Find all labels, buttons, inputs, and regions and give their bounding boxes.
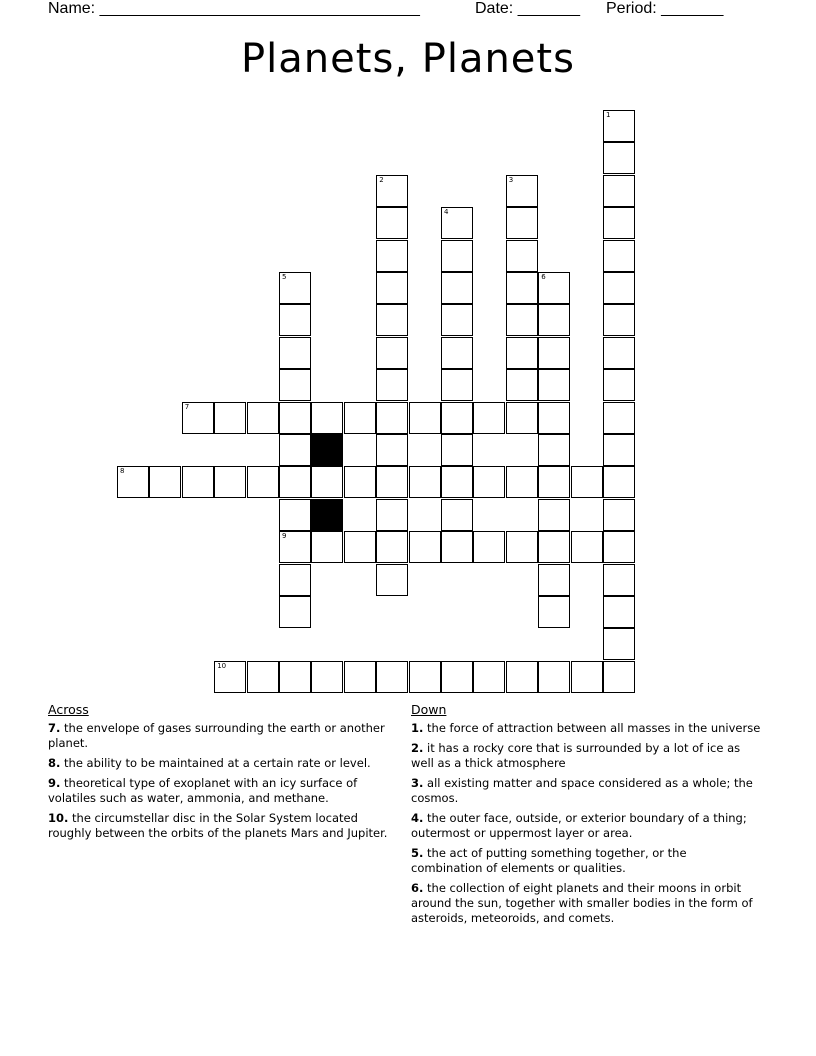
crossword-cell[interactable] (538, 272, 570, 304)
crossword-cell[interactable] (603, 596, 635, 628)
across-clues (48, 702, 388, 846)
clue-number: 1 (606, 111, 611, 119)
crossword-cell[interactable] (311, 531, 343, 563)
clue-text: the circumstellar disc in the Solar System located roughly between the orbits of the planets Mars and Jupiter. (48, 811, 388, 840)
crossword-cell[interactable] (376, 434, 408, 466)
crossword-cell[interactable] (247, 402, 279, 434)
crossword-cell[interactable] (311, 402, 343, 434)
crossword-cell[interactable] (603, 175, 635, 207)
crossword-cell[interactable] (376, 207, 408, 239)
down-heading: Down (411, 702, 447, 717)
crossword-cell[interactable] (538, 434, 570, 466)
crossword-cell[interactable] (279, 531, 311, 563)
clue-text: the envelope of gases surrounding the earth or another planet. (48, 721, 385, 750)
crossword-cell[interactable] (441, 240, 473, 272)
crossword-cell[interactable] (441, 304, 473, 336)
crossword-cell[interactable] (279, 434, 311, 466)
across-clue (48, 756, 388, 771)
crossword-cell[interactable] (376, 531, 408, 563)
crossword-cell[interactable] (376, 175, 408, 207)
crossword-cell[interactable] (376, 272, 408, 304)
crossword-cell[interactable] (344, 531, 376, 563)
crossword-cell[interactable] (603, 304, 635, 336)
crossword-cell[interactable] (603, 240, 635, 272)
crossword-cell[interactable] (441, 531, 473, 563)
crossword-cell[interactable] (376, 564, 408, 596)
clue-text: the ability to be maintained at a certain rate or level. (60, 756, 371, 770)
crossword-cell[interactable] (441, 499, 473, 531)
crossword-cell[interactable] (603, 110, 635, 142)
crossword-cell[interactable] (473, 661, 505, 693)
name-field-label: Name: ____________________________________ (48, 0, 420, 17)
crossword-cell[interactable] (506, 304, 538, 336)
crossword-cell[interactable] (603, 272, 635, 304)
crossword-cell[interactable] (506, 661, 538, 693)
crossword-cell[interactable] (376, 369, 408, 401)
crossword-cell[interactable] (603, 499, 635, 531)
clue-number-label: 8. (48, 756, 61, 770)
crossword-cell[interactable] (538, 564, 570, 596)
crossword-cell[interactable] (506, 240, 538, 272)
crossword-cell[interactable] (279, 564, 311, 596)
crossword-cell[interactable] (182, 466, 214, 498)
clue-text: all existing matter and space considered as a whole; the cosmos. (411, 776, 753, 805)
crossword-cell[interactable] (376, 304, 408, 336)
crossword-cell[interactable] (603, 337, 635, 369)
clue-number: 9 (282, 532, 287, 541)
crossword-cell[interactable] (279, 402, 311, 434)
across-clue (48, 721, 388, 751)
crossword-cell[interactable] (441, 337, 473, 369)
crossword-cell[interactable] (603, 402, 635, 434)
down-clue (411, 811, 761, 841)
crossword-cell[interactable] (441, 369, 473, 401)
crossword-cell[interactable] (279, 304, 311, 336)
crossword-cell[interactable] (214, 466, 246, 498)
crossword-cell[interactable] (344, 402, 376, 434)
crossword-cell[interactable] (603, 628, 635, 660)
crossword-cell[interactable] (279, 337, 311, 369)
clue-text: the collection of eight planets and their moons in orbit around the sun, together with smaller bodies in the form of asteroids, meteoroids, and comets. (411, 881, 753, 925)
crossword-cell[interactable] (344, 661, 376, 693)
crossword-cell[interactable] (538, 499, 570, 531)
crossword-cell[interactable] (441, 402, 473, 434)
across-clue (48, 776, 388, 806)
down-clue (411, 776, 761, 806)
crossword-cell[interactable] (473, 531, 505, 563)
clue-number: 2 (379, 175, 384, 184)
crossword-cell[interactable] (279, 499, 311, 531)
crossword-cell[interactable] (603, 207, 635, 239)
clue-number: 3 (508, 175, 514, 184)
crossword-cell[interactable] (538, 337, 570, 369)
crossword-cell[interactable] (376, 466, 408, 498)
crossword-cell[interactable] (571, 531, 603, 563)
across-clue (48, 811, 388, 841)
crossword-cell[interactable] (603, 661, 635, 693)
crossword-cell[interactable] (311, 466, 343, 498)
down-clues (411, 702, 761, 931)
crossword-black-cell (311, 499, 343, 531)
crossword-cell[interactable] (376, 337, 408, 369)
crossword-cell[interactable] (279, 369, 311, 401)
date-field-label: Date: _______ (475, 0, 580, 17)
clue-number: 7 (184, 402, 190, 411)
clue-number-label: 4. (411, 811, 424, 825)
crossword-cell[interactable] (376, 499, 408, 531)
clue-text: the force of attraction between all masses in the universe (423, 721, 761, 735)
crossword-cell[interactable] (214, 402, 246, 434)
crossword-cell[interactable] (571, 661, 603, 693)
clue-number-label: 7. (48, 721, 61, 735)
clue-number: 5 (282, 273, 287, 281)
crossword-cell[interactable] (603, 434, 635, 466)
crossword-cell[interactable] (506, 402, 538, 434)
crossword-cell[interactable] (117, 466, 149, 498)
clue-number-label: 10. (48, 811, 69, 825)
crossword-cell[interactable] (409, 466, 441, 498)
crossword-cell[interactable] (603, 531, 635, 563)
clue-number-label: 3. (411, 776, 424, 790)
crossword-cell[interactable] (149, 466, 181, 498)
down-clue (411, 881, 761, 926)
period-field-label: Period: _______ (606, 0, 724, 17)
crossword-cell[interactable] (506, 337, 538, 369)
clue-text: the outer face, outside, or exterior boundary of a thing; outermost or uppermost layer or area. (411, 811, 747, 840)
crossword-cell[interactable] (506, 272, 538, 304)
crossword-cell[interactable] (538, 661, 570, 693)
clue-text: it has a rocky core that is surrounded by a lot of ice as well as a thick atmosphere (411, 741, 741, 770)
crossword-cell[interactable] (344, 466, 376, 498)
crossword-cell[interactable] (376, 240, 408, 272)
clue-number-label: 9. (48, 776, 61, 790)
crossword-cell[interactable] (247, 466, 279, 498)
clue-number-label: 6. (411, 881, 424, 895)
crossword-cell[interactable] (473, 402, 505, 434)
crossword-cell[interactable] (473, 466, 505, 498)
crossword-cell[interactable] (409, 402, 441, 434)
crossword-cell[interactable] (279, 272, 311, 304)
across-heading: Across (48, 702, 89, 717)
clue-number: 6 (541, 273, 546, 281)
crossword-cell[interactable] (311, 661, 343, 693)
clue-number-label: 5. (411, 846, 424, 860)
crossword-black-cell (311, 434, 343, 466)
crossword-cell[interactable] (538, 531, 570, 563)
crossword-cell[interactable] (538, 466, 570, 498)
clue-number: 4 (444, 208, 449, 217)
crossword-cell[interactable] (538, 304, 570, 336)
crossword-cell[interactable] (506, 531, 538, 563)
crossword-cell[interactable] (279, 661, 311, 693)
down-clue-list (411, 721, 761, 926)
clue-number: 8 (120, 467, 125, 476)
crossword-cell[interactable] (538, 596, 570, 628)
crossword-cell[interactable] (506, 369, 538, 401)
crossword-cell[interactable] (571, 466, 603, 498)
crossword-cell[interactable] (441, 661, 473, 693)
clue-number-label: 1. (411, 721, 424, 735)
crossword-cell[interactable] (441, 466, 473, 498)
clue-text: the act of putting something together, or the combination of elements or qualities. (411, 846, 687, 875)
crossword-cell[interactable] (409, 661, 441, 693)
crossword-cell[interactable] (376, 402, 408, 434)
crossword-cell[interactable] (441, 272, 473, 304)
down-clue (411, 721, 761, 736)
down-clue (411, 741, 761, 771)
crossword-cell[interactable] (247, 661, 279, 693)
clue-number: 10 (217, 661, 227, 670)
crossword-cell[interactable] (409, 531, 441, 563)
crossword-cell[interactable] (506, 175, 538, 207)
crossword-cell[interactable] (506, 466, 538, 498)
crossword-cell[interactable] (603, 369, 635, 401)
crossword-cell[interactable] (279, 596, 311, 628)
crossword-cell[interactable] (603, 564, 635, 596)
crossword-cell[interactable] (376, 661, 408, 693)
crossword-cell[interactable] (279, 466, 311, 498)
across-clue-list (48, 721, 388, 841)
clue-text: theoretical type of exoplanet with an icy surface of volatiles such as water, ammonia, and methane. (48, 776, 358, 805)
crossword-cell[interactable] (441, 434, 473, 466)
crossword-cell[interactable] (441, 207, 473, 239)
clue-number-label: 2. (411, 741, 424, 755)
page-title: Planets, Planets (241, 36, 575, 82)
crossword-cell[interactable] (538, 402, 570, 434)
crossword-cell[interactable] (214, 661, 246, 693)
crossword-cell[interactable] (506, 207, 538, 239)
crossword-cell[interactable] (603, 142, 635, 174)
crossword-cell[interactable] (182, 402, 214, 434)
down-clue (411, 846, 761, 876)
crossword-cell[interactable] (538, 369, 570, 401)
crossword-cell[interactable] (603, 466, 635, 498)
